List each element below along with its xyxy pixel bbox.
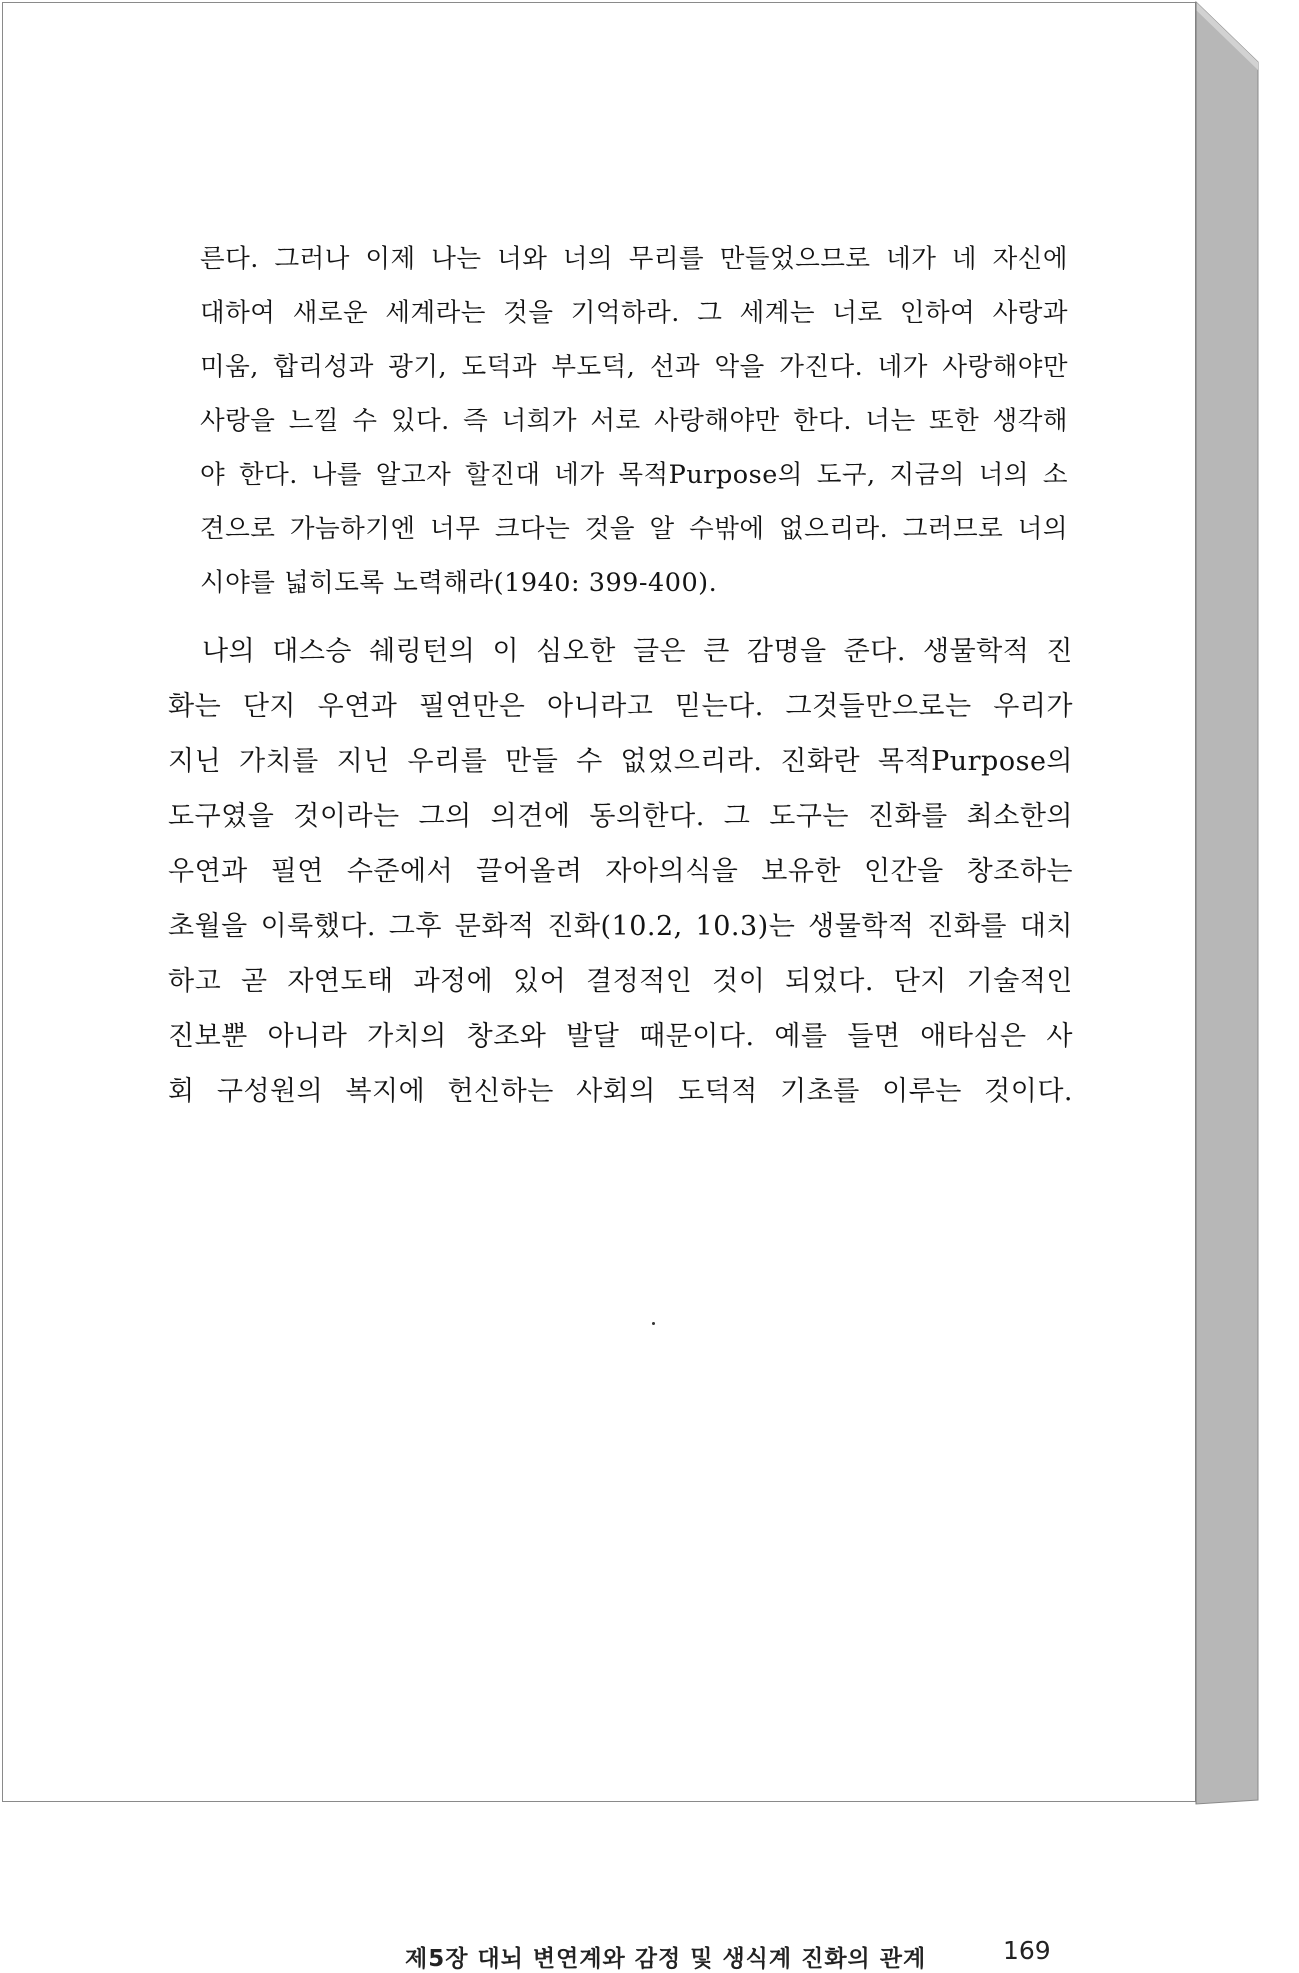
- quote-line: 견으로 가늠하기엔 너무 크다는 것을 알 수밖에 없으리라. 그러므로 너의: [200, 514, 1068, 544]
- paragraph-line: 초월을 이룩했다. 그후 문화적 진화(10.2, 10.3)는 생물학적 진화를 대치: [168, 911, 1073, 942]
- paragraph-line: 도구였을 것이라는 그의 의견에 동의한다. 그 도구는 진화를 최소한의: [168, 801, 1073, 832]
- paragraph-line: 우연과 필연 수준에서 끌어올려 자아의식을 보유한 인간을 창조하는: [168, 856, 1073, 887]
- paragraph-line: 진보뿐 아니라 가치의 창조와 발달 때문이다. 예를 들면 애타심은 사: [168, 1021, 1073, 1052]
- paragraph-line: 회 구성원의 복지에 헌신하는 사회의 도덕적 기초를 이루는 것이다.: [168, 1076, 1073, 1107]
- quote-line: 사랑을 느낄 수 있다. 즉 너희가 서로 사랑해야만 한다. 너는 또한 생각해: [200, 406, 1068, 436]
- scan-speck: [652, 1322, 655, 1325]
- paragraph-line: 지닌 가치를 지닌 우리를 만들 수 없었으리라. 진화란 목적Purpose의: [168, 746, 1073, 777]
- quote-line: 야 한다. 나를 알고자 할진대 네가 목적Purpose의 도구, 지금의 너의 소: [200, 460, 1068, 490]
- quote-line: 미움, 합리성과 광기, 도덕과 부도덕, 선과 악을 가진다. 네가 사랑해야만: [200, 352, 1068, 382]
- running-head: 제5장 대뇌 변연계와 감정 및 생식계 진화의 관계: [405, 1946, 927, 1972]
- paragraph-line: 화는 단지 우연과 필연만은 아니라고 믿는다. 그것들만으로는 우리가: [168, 691, 1073, 722]
- page-number: 169: [1003, 1936, 1051, 1965]
- paragraph-line: 하고 곧 자연도태 과정에 있어 결정적인 것이 되었다. 단지 기술적인: [168, 966, 1073, 997]
- quote-line: 대하여 새로운 세계라는 것을 기억하라. 그 세계는 너로 인하여 사랑과: [200, 298, 1068, 328]
- body-paragraph: [168, 624, 1073, 1119]
- quote-line: 른다. 그러나 이제 나는 너와 너의 무리를 만들었으므로 네가 네 자신에: [200, 244, 1068, 274]
- quote-line: 시야를 넓히도록 노력해라(1940: 399-400).: [200, 568, 718, 598]
- block-quote: [200, 232, 1068, 610]
- paragraph-line: 나의 대스승 쉐링턴의 이 심오한 글은 큰 감명을 준다. 생물학적 진: [202, 636, 1073, 667]
